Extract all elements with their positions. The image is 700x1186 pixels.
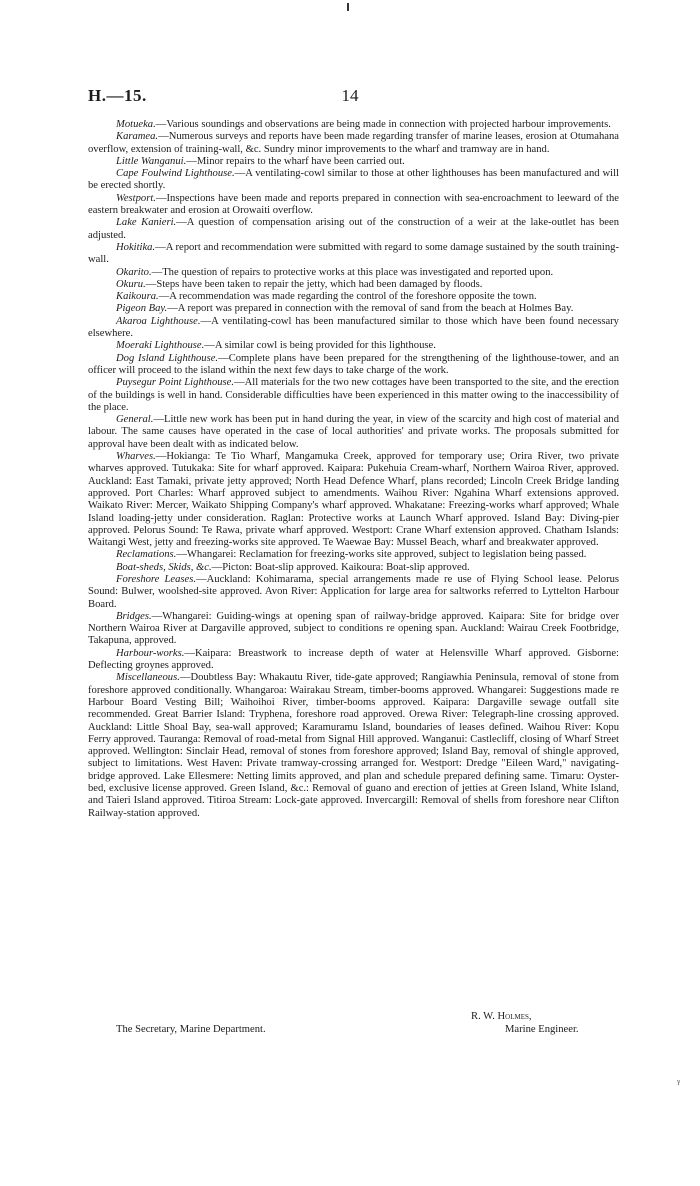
paragraph: [88, 574, 619, 611]
paragraph-text: —Minor repairs to the wharf have been carried out.: [186, 155, 405, 167]
paragraph-text: —A similar cowl is being provided for this lighthouse.: [204, 340, 436, 352]
paragraph-heading: Bridges.: [116, 610, 152, 622]
paragraph-text: —A question of compensation arising out of the construction of a weir at the lake-outlet has been adjusted.: [88, 217, 619, 241]
paragraph: [88, 562, 619, 574]
paragraph-heading: Puysegur Point Lighthouse.: [116, 377, 235, 389]
paragraph-text: —A ventilating-cowl similar to those at other lighthouses has been manufactured and will be erected shortly.: [88, 168, 619, 192]
paragraph: [88, 340, 619, 352]
paragraph-text: —Kaipara: Breastwork to increase depth of water at Helensville Wharf approved. Gisborne: Deflecting groynes approved.: [88, 647, 619, 672]
report-body: [88, 119, 619, 820]
paragraph-heading: Westport.: [116, 192, 156, 204]
paragraph-text: —Complete plans have been prepared for the strengthening of the lighthouse-tower, and an officer will proceed to the island within the next few days to take charge of the work.: [88, 352, 620, 376]
paragraph: [88, 131, 619, 156]
paragraph-heading: Boat-sheds, Skids, &c.: [116, 561, 212, 573]
paragraph-text: —Picton: Boat-slip approved. Kaikoura: Boat-slip approved.: [211, 561, 470, 573]
paragraph-heading: Okarito.: [116, 266, 152, 278]
report-reference: H.—15.: [88, 86, 147, 105]
signature-name: R. W. Holmes,: [471, 1011, 532, 1022]
paragraph-heading: Wharves.: [116, 451, 156, 463]
paragraph: [88, 267, 619, 279]
paragraph-text: —Hokianga: Te Tio Wharf, Mangamuka Creek, approved for temporary use; Orira River, two private wharves approved. Tutukaka: Site for wharf approved. Kaipara: Pukehuia Cream-wharf, Northern Wairoa River, approved. Auckland: East Tamaki, private jetty approved; North Head Defence Wharf, plans recorded; Lincoln Creek Bridge landing approved. Port Charles: Wharf approved subject to amendments. Waihou River: Ngahina Wharf extensions approved. Waikato River: Mercer, Waikato Shipping Company's wharf approved. Whakatane: Freezing-works wharf approved; Whale Island loading-jetty under consideration. Raglan: Protective works at Launch Wharf approved. Island Bay: Diving-pier approved. Pelorus Sound: Te Rawa, private wharf approved. Westport: Crane Wharf extension approved. Chatham Islands: Waitangi West, jetty and freezing-works site approved. Te Waewae Bay: Mussel Beach, wharf and breakwater approved.: [88, 451, 619, 549]
paragraph-text: —Doubtless Bay: Whakautu River, tide-gate approved; Rangiawhia Peninsula, removal of stone from foreshore approved conditionally. Whangaroa: Wairakau Stream, timber-booms approved. Whangarei: Suggestions made re Harbour Board Vesting Bill; Waihoihoi River, timber-booms approved. Kaipara: Dargaville sewage outfall site recommended. Great Barrier Island: Tryphena, foreshore road approved. Orewa River: Telegraph-line crossing approved. Auckland: Little Shoal Bay, sea-wall approved; Karamuramu Island, boundaries of leases defined. Waihou River: Kopu Ferry approved. Tauranga: Removal of road-metal from Signal Hill approved. Wanganui: Castlecliff, closing of Wharf Street approved. Wellington: Sinclair Head, removal of stones from foreshore approved; Island Bay, removal of shingle approved, subject to limitations. West Haven: Private tramway-crossing arranged for. Westport: Dredge "Eileen Ward," navigating-bridge approved. Lake Ellesmere: Netting limits approved, and plan and schedule prepared defining same. Timaru: Oyster-bed, exclusive license approved. Green Island, &c.: Removal of guano and erection of jetties at Green Island, White Island, and Taieri Island approved. Titiroa Stream: Lock-gate approved. Invercargill: Removal of shells from foreshore near Clifton Railway-station approved.: [88, 672, 619, 819]
recipient: The Secretary, Marine Department.: [116, 1024, 266, 1035]
paragraph: [88, 353, 619, 378]
paragraph: [88, 377, 619, 414]
paragraph: [88, 168, 619, 193]
paragraph: [88, 549, 619, 561]
paragraph: [88, 611, 619, 648]
paragraph: [88, 119, 619, 131]
paragraph-text: —A recommendation was made regarding the control of the foreshore opposite the town.: [158, 291, 537, 303]
paragraph-heading: Pigeon Bay.: [116, 303, 168, 315]
paragraph-text: —A report was prepared in connection with the removal of sand from the beach at Holmes Bay.: [167, 303, 574, 315]
paragraph-heading: Cape Foulwind Lighthouse.: [116, 168, 235, 180]
paragraph: [88, 414, 619, 451]
paragraph-text: —Whangarei: Reclamation for freezing-works site approved, subject to legislation being passed.: [176, 549, 587, 561]
paragraph: [88, 279, 619, 291]
paragraph-text: —Numerous surveys and reports have been made regarding transfer of marine leases, erosion at Otumahana overflow, extension of training-wall, &c. Sundry minor improvements to the wharf and tramway are in hand.: [88, 131, 619, 155]
paragraph-text: —Steps have been taken to repair the jetty, which had been damaged by floods.: [145, 278, 483, 290]
paragraph-text: —Little new work has been put in hand during the year, in view of the scarcity and high cost of material and labour. The same causes have operated in the case of local authorities' and private works. The proposals submitted for approval have been dealt with as indicated below.: [88, 414, 619, 450]
paragraph-heading: Kaikoura.: [116, 291, 159, 303]
binding-mark: [347, 3, 349, 11]
signature-title: Marine Engineer.: [505, 1024, 579, 1035]
paragraph-heading: Lake Kanieri.: [116, 217, 177, 229]
paragraph-heading: Miscellaneous.: [116, 672, 180, 684]
paragraph-heading: Reclamations.: [116, 549, 177, 561]
paragraph-heading: Akaroa Lighthouse.: [116, 315, 201, 327]
paragraph-heading: Motueka.: [116, 119, 156, 130]
paragraph-text: —A ventilating-cowl has been manufactured similar to those which have been found necessary elsewhere.: [88, 315, 619, 340]
margin-mark: ᵞ: [677, 1076, 681, 1090]
paragraph-text: —All materials for the two new cottages have been transported to the site, and the erection of the buildings is well in hand. Considerable difficulties have been experienced in this matter owing to the inaccessibility of the place.: [88, 377, 619, 413]
paragraph: [88, 242, 619, 267]
paragraph: [88, 303, 619, 315]
paragraph-heading: General.: [116, 414, 154, 426]
paragraph-text: —Inspections have been made and reports prepared in connection with sea-encroachment to leeward of the eastern breakwater and erosion at Orowaiti overflow.: [88, 192, 619, 217]
paragraph-heading: Moeraki Lighthouse.: [116, 340, 205, 352]
paragraph-heading: Harbour-works.: [116, 647, 185, 659]
paragraph: [88, 451, 619, 549]
paragraph-heading: Karamea.: [116, 131, 159, 143]
paragraph: [88, 291, 619, 303]
paragraph-text: —The question of repairs to protective works at this place was investigated and reported upon.: [151, 266, 554, 278]
paragraph: [88, 672, 619, 820]
paragraph-heading: Foreshore Leases.: [116, 573, 197, 585]
paragraph-text: —Auckland: Kohimarama, special arrangements made re use of Flying School lease. Pelorus Sound: Bulwer, woolshed-site approved. Avon River: Application for large area for saltworks referred to Lyttelton Harbour Board.: [88, 573, 620, 610]
paragraph-heading: Okuru.: [116, 278, 146, 290]
paragraph: [88, 316, 619, 341]
paragraph: [88, 193, 619, 218]
paragraph-text: —Whangarei: Guiding-wings at opening span of railway-bridge approved. Kaipara: Site for bridge over Northern Wairoa River at Dargaville approved, subject to conditions re opening span. Auckland: Wairau Creek Footbridge, Takapuna, approved.: [88, 610, 619, 647]
page-number: 14: [341, 86, 359, 105]
page-header: [88, 86, 612, 110]
paragraph-heading: Little Wanganui.: [116, 155, 187, 167]
paragraph: [88, 156, 619, 168]
paragraph: [88, 217, 619, 242]
paragraph-text: —Various soundings and observations are being made in connection with projected harbour improvements.: [155, 119, 611, 130]
paragraph-heading: Dog Island Lighthouse.: [116, 352, 219, 364]
paragraph: [88, 648, 619, 673]
paragraph-heading: Hokitika.: [116, 241, 156, 253]
paragraph-text: —A report and recommendation were submitted with regard to some damage sustained by the south training-wall.: [88, 241, 619, 266]
